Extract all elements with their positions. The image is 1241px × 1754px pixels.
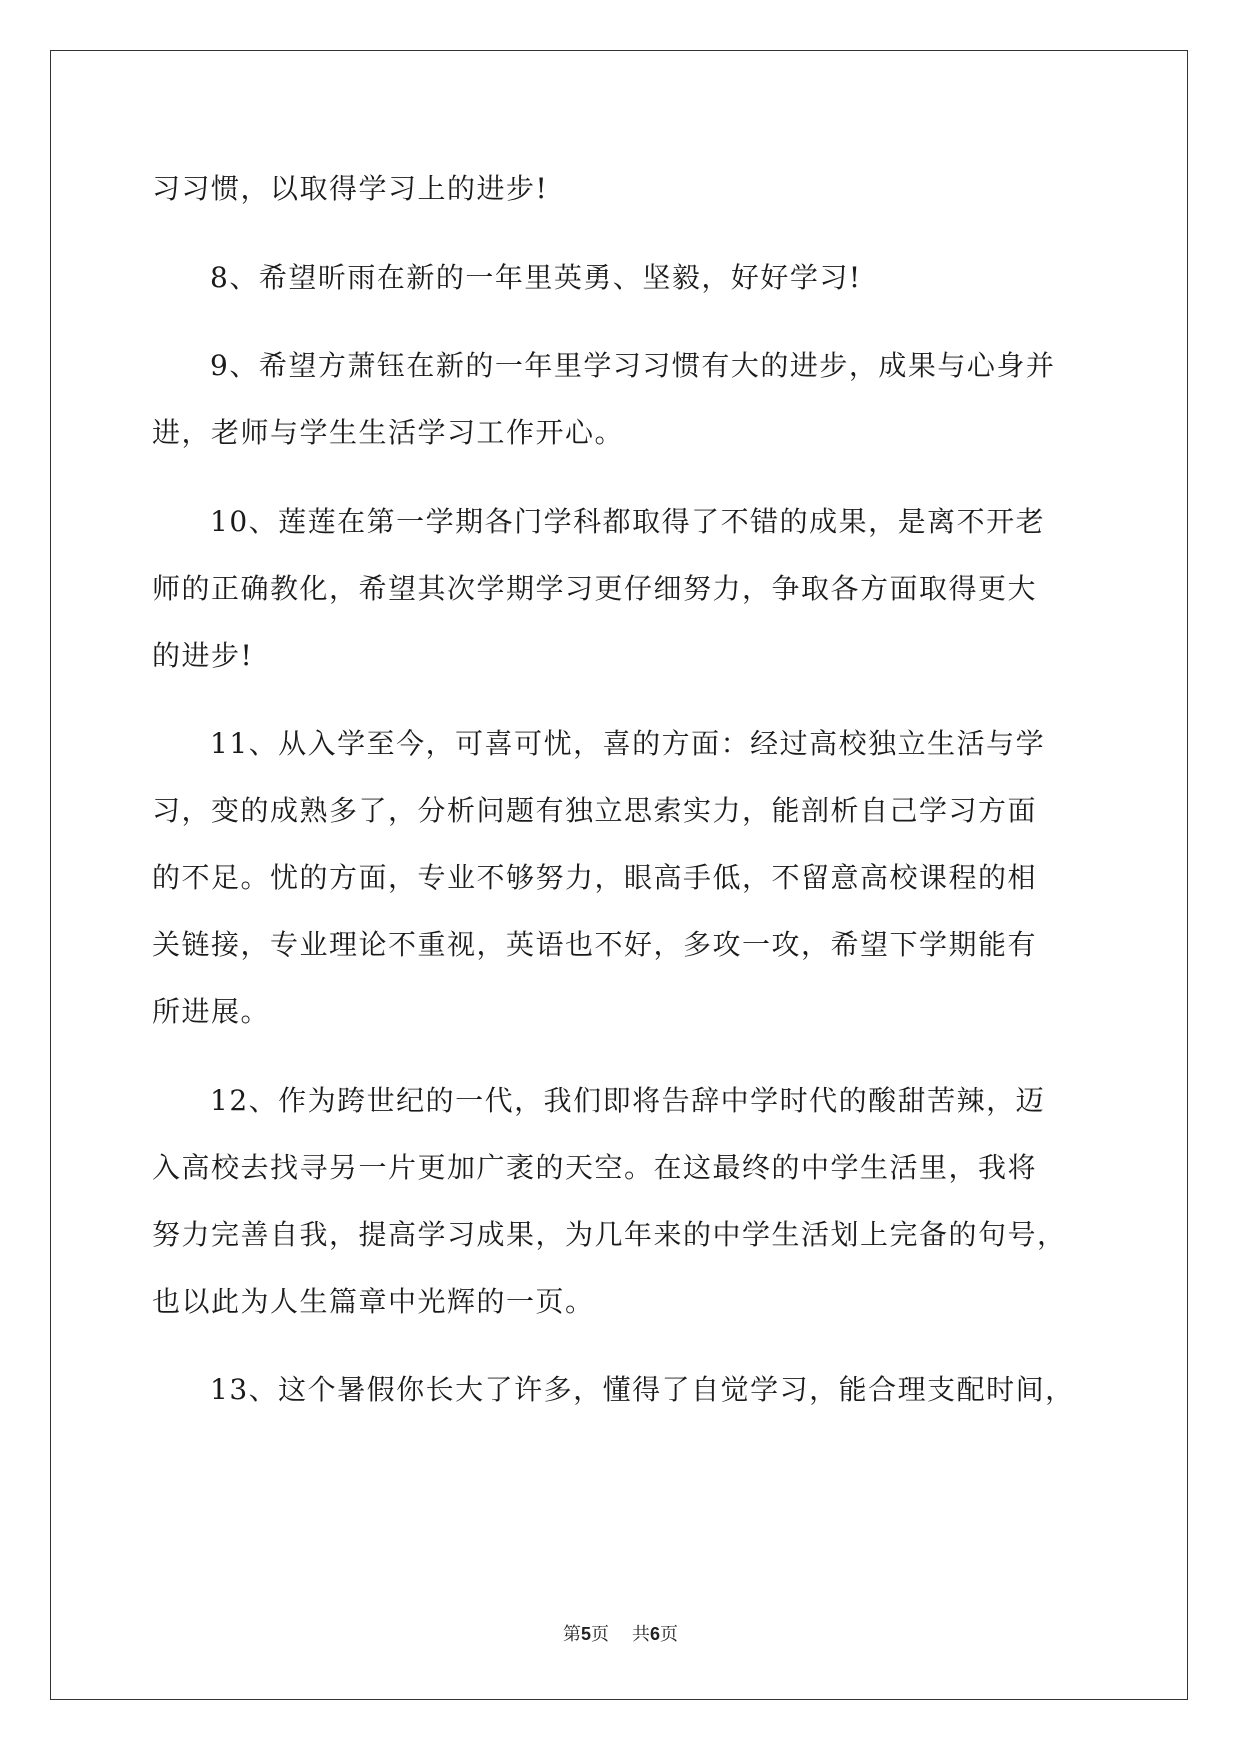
page-footer: [0, 1620, 1241, 1646]
paragraph-item-10: [152, 488, 1092, 689]
paragraph-item-11: [152, 710, 1092, 1045]
text-line: 的进步!: [152, 638, 254, 672]
paragraph-item-8: [152, 244, 1092, 311]
text-line: 进，老师与学生生活学习工作开心。: [152, 416, 625, 449]
text-line: 13、这个暑假你长大了许多，懂得了自觉学习，能合理支配时间，: [210, 1373, 1075, 1406]
text-line: 习习惯，以取得学习上的进步!: [152, 172, 549, 205]
total-label-suffix: 页: [659, 1624, 678, 1645]
document-body: [152, 155, 1092, 1423]
text-line: 关链接，专业理论不重视，英语也不好，多攻一攻，希望下学期能有: [152, 928, 1038, 961]
text-line: 也以此为人生篇章中光辉的一页。: [152, 1284, 595, 1318]
page-label-suffix: 页: [591, 1624, 610, 1645]
page-number: 5: [581, 1624, 592, 1644]
text-line: 师的正确教化，希望其次学期学习更仔细努力，争取各方面取得更大: [152, 571, 1038, 605]
text-line: 11、从入学至今，可喜可忧，喜的方面：经过高校独立生活与学: [210, 727, 1046, 760]
total-label-prefix: 共: [631, 1624, 650, 1645]
text-line: 努力完善自我，提高学习成果，为几年来的中学生活划上完备的句号，: [152, 1217, 1067, 1251]
paragraph-continuation: [152, 155, 1092, 222]
paragraph-item-13: [152, 1356, 1092, 1423]
page-label-prefix: 第: [563, 1624, 582, 1645]
text-line: 习，变的成熟多了，分析问题有独立思索实力，能剖析自己学习方面: [152, 794, 1038, 827]
text-line: 的不足。忧的方面，专业不够努力，眼高手低，不留意高校课程的相: [152, 861, 1038, 894]
text-line: 入高校去找寻另一片更加广袤的天空。在这最终的中学生活里，我将: [152, 1150, 1038, 1184]
text-line: 所进展。: [152, 995, 271, 1028]
text-line: 12、作为跨世纪的一代，我们即将告辞中学时代的酸甜苦辣，迈: [210, 1083, 1046, 1117]
text-line: 10、莲莲在第一学期各门学科都取得了不错的成果，是离不开老: [210, 504, 1046, 538]
text-line: 8、希望昕雨在新的一年里英勇、坚毅，好好学习!: [210, 260, 862, 294]
text-line: 9、希望方萧钰在新的一年里学习习惯有大的进步，成果与心身并: [210, 349, 1056, 382]
paragraph-item-9: [152, 332, 1092, 466]
paragraph-item-12: [152, 1067, 1092, 1335]
total-pages: 6: [649, 1624, 660, 1644]
